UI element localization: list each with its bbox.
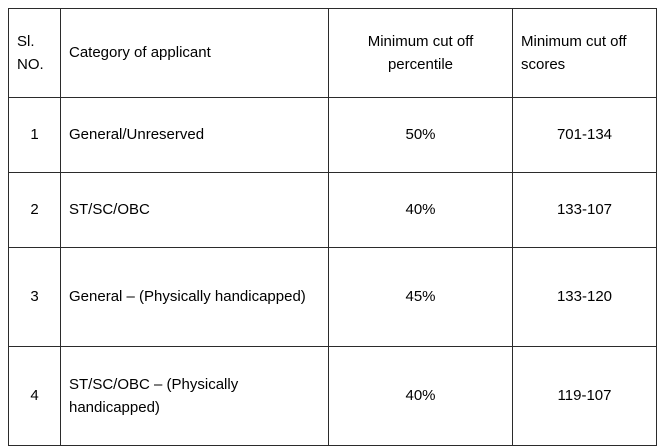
cell-category: ST/SC/OBC <box>61 173 329 248</box>
cell-scores: 133-107 <box>513 173 657 248</box>
column-header-category: Category of applicant <box>61 9 329 98</box>
table-row <box>9 98 657 173</box>
cell-scores: 119-107 <box>513 347 657 446</box>
cutoff-table <box>8 8 657 446</box>
column-header-percentile: Minimum cut off percentile <box>329 9 513 98</box>
table-row <box>9 173 657 248</box>
cell-category: General/Unreserved <box>61 98 329 173</box>
cell-scores: 701-134 <box>513 98 657 173</box>
cell-category: ST/SC/OBC – (Physically handicapped) <box>61 347 329 446</box>
table-body <box>9 98 657 446</box>
cell-sl: 4 <box>9 347 61 446</box>
table-row <box>9 248 657 347</box>
column-header-scores: Minimum cut off scores <box>513 9 657 98</box>
cell-category: General – (Physically handicapped) <box>61 248 329 347</box>
cell-percentile: 40% <box>329 347 513 446</box>
cell-sl: 2 <box>9 173 61 248</box>
table-header-row <box>9 9 657 98</box>
cell-sl: 1 <box>9 98 61 173</box>
cell-percentile: 50% <box>329 98 513 173</box>
table-header <box>9 9 657 98</box>
cell-scores: 133-120 <box>513 248 657 347</box>
cell-percentile: 40% <box>329 173 513 248</box>
table-row <box>9 347 657 446</box>
cell-percentile: 45% <box>329 248 513 347</box>
document-page <box>0 8 668 442</box>
column-header-sl: Sl. NO. <box>9 9 61 98</box>
cell-sl: 3 <box>9 248 61 347</box>
